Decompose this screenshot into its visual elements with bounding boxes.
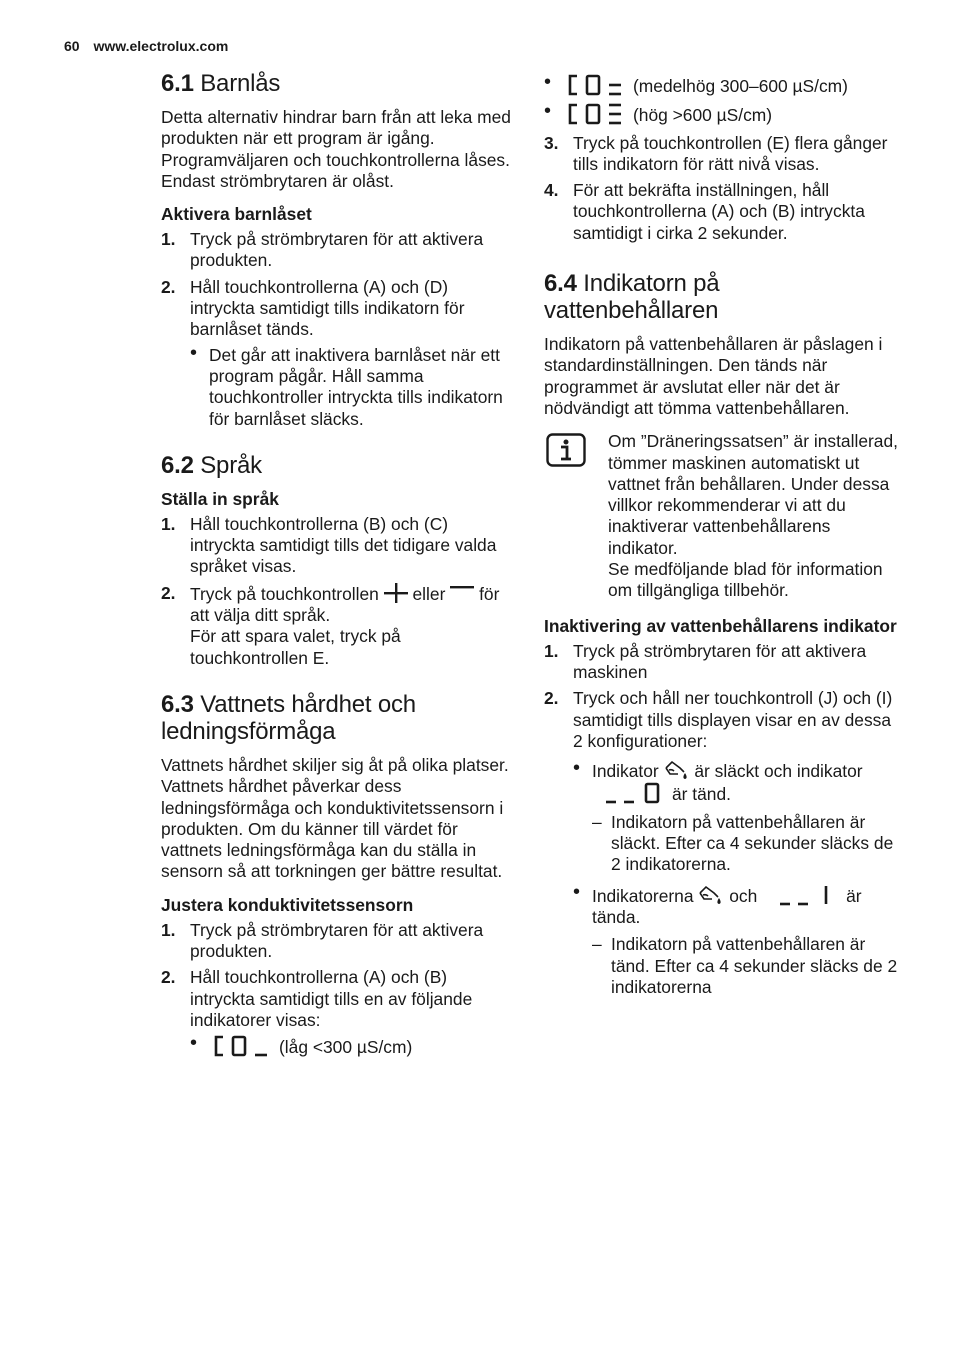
section-6-3-subheading: Justera konduktivitetssensorn xyxy=(161,894,414,915)
info-note xyxy=(544,431,899,601)
bullet-item: • Indikatorerna och är tända. – Indikatorn på vattenbehållaren är tänd. Efter ca 4 sekunder släcks de 2 indikatorerna xyxy=(573,884,899,998)
section-6-4-steps xyxy=(544,641,899,998)
dash-item: – Indikatorn på vattenbehållaren är tänd. Efter ca 4 sekunder släcks de 2 indikatorerna xyxy=(592,934,899,998)
conductivity-mid-display xyxy=(567,74,623,96)
site-url: www.electrolux.com xyxy=(93,38,229,54)
section-6-3-intro: Vattnets hårdhet skiljer sig åt på olika platser. Vattnets hårdhet påverkar dess ledningsförmåga och konduktivitetssensorn i produkten. Om du känner till värdet för vattnets ledningsförmåga kan du ställa in sensorn så att torkningen ger bättre resultat. xyxy=(161,754,509,882)
section-6-4-intro: Indikatorn på vattenbehållaren är påslagen i standardinställningen. Den tänds när programmet är avslutat eller när det är nödvändigt att tömma vattenbehållaren. xyxy=(544,334,883,418)
info-text-2: Se medföljande blad för information om tillgängliga tillbehör. xyxy=(608,559,883,601)
section-6-3-steps xyxy=(161,920,511,1059)
display-segments-0 xyxy=(602,782,662,804)
display-segments-1 xyxy=(776,884,836,906)
page-number: 60 xyxy=(64,38,80,54)
section-6-1-intro: Detta alternativ hindrar barn från att leka med produkten när ett program är igång. Programväljaren och touchkontrollerna låses. Endast strömbrytaren är olåst. xyxy=(161,107,511,191)
list-item: 1. Tryck på strömbrytaren för att aktivera produkten. xyxy=(161,919,484,962)
list-item: 2. Tryck och håll ner touchkontroll (J) och (I) samtidigt tills displayen visar en av dessa 2 konfigurationer: • Indikator är släckt och indikator är tänd. – Indikatorn på vattenbehållaren är släckt. Efter ca 4 sekunder släcks de 2 indikatorerna. • Indikatorerna och är tända. – Indikatorn på vattenbehållaren är tänd. Efter ca 4 sekunder släcks de 2 indikatorerna xyxy=(544,688,899,998)
bullet-item: • Indikator är släckt och indikator är tänd. – Indikatorn på vattenbehållaren är släckt. Efter ca 4 sekunder släcks de 2 indikatorerna. xyxy=(573,760,899,875)
water-container-icon xyxy=(664,760,690,780)
section-6-2-title: 6.2 Språk xyxy=(161,451,262,479)
list-item: 1. Håll touchkontrollerna (B) och (C) intryckta samtidigt tills det tidigare valda språket visas. xyxy=(161,513,497,577)
bullet-item: • (medelhög 300–600 µS/cm) xyxy=(544,74,899,97)
section-6-2-subheading: Ställa in språk xyxy=(161,488,279,509)
section-6-3-title: 6.3 Vattnets hårdhet och ledningsförmåga xyxy=(161,690,416,745)
list-item: 1. Tryck på strömbrytaren för att aktivera maskinen xyxy=(544,640,867,682)
section-6-1-subheading: Aktivera barnlåset xyxy=(161,204,312,225)
section-6-3-steps-continued xyxy=(544,133,899,244)
section-6-4-subheading: Inaktivering av vattenbehållarens indikator xyxy=(544,615,897,636)
dash-item: – Indikatorn på vattenbehållaren är släckt. Efter ca 4 sekunder släcks de 2 indikatorerna. xyxy=(592,812,899,876)
page-header xyxy=(64,38,238,54)
minus-icon xyxy=(450,583,474,603)
conductivity-low-display xyxy=(213,1035,269,1057)
bullet-item: • Det går att inaktivera barnlåset när ett program pågår. Håll samma touchkontroller intryckta tills indikatorn för barnlåset släcks. xyxy=(190,345,511,430)
info-text-1: Om ”Dräneringssatsen” är installerad, tömmer maskinen automatiskt ut vattnet från behållaren. Under dessa villkor rekommenderar vi att du inaktiverar vattenbehållarens indikator. xyxy=(608,431,898,558)
water-container-icon xyxy=(698,885,724,905)
left-column xyxy=(161,70,511,1067)
section-6-2-steps xyxy=(161,514,511,669)
info-icon xyxy=(546,433,586,467)
bullet-item: • (hög >600 µS/cm) xyxy=(544,103,899,126)
bullet-item: • (låg <300 µS/cm) xyxy=(190,1035,511,1058)
list-item: 2. Håll touchkontrollerna (A) och (B) intryckta samtidigt tills en av följande indikatorer visas: • (låg <300 µS/cm) xyxy=(161,967,511,1058)
section-6-4-title: 6.4 Indikatorn på vattenbehållaren xyxy=(544,270,720,325)
list-item: 4. För att bekräfta inställningen, håll touchkontrollerna (A) och (B) intryckta samtidigt i cirka 2 sekunder. xyxy=(544,180,865,243)
list-item: 1. Tryck på strömbrytaren för att aktivera produkten. xyxy=(161,229,484,271)
section-6-1-title: 6.1 Barnlås xyxy=(161,70,281,97)
conductivity-high-display xyxy=(567,103,623,125)
plus-icon xyxy=(384,583,408,603)
right-column xyxy=(544,70,899,1006)
list-item: 3. Tryck på touchkontrollen (E) flera gånger tills indikatorn för rätt nivå visas. xyxy=(544,132,888,174)
list-item: 2. Tryck på touchkontrollen eller för att välja ditt språk. För att spara valet, tryck på touchkontrollen E. xyxy=(161,582,500,668)
list-item: 2. Håll touchkontrollerna (A) och (D) intryckta samtidigt tills indikatorn för barnlåset tänds. • Det går att inaktivera barnlåset när ett program pågår. Håll samma touchkontroller intryckta tills indikatorn för barnlåset släcks. xyxy=(161,277,511,430)
section-6-1-steps xyxy=(161,229,511,430)
